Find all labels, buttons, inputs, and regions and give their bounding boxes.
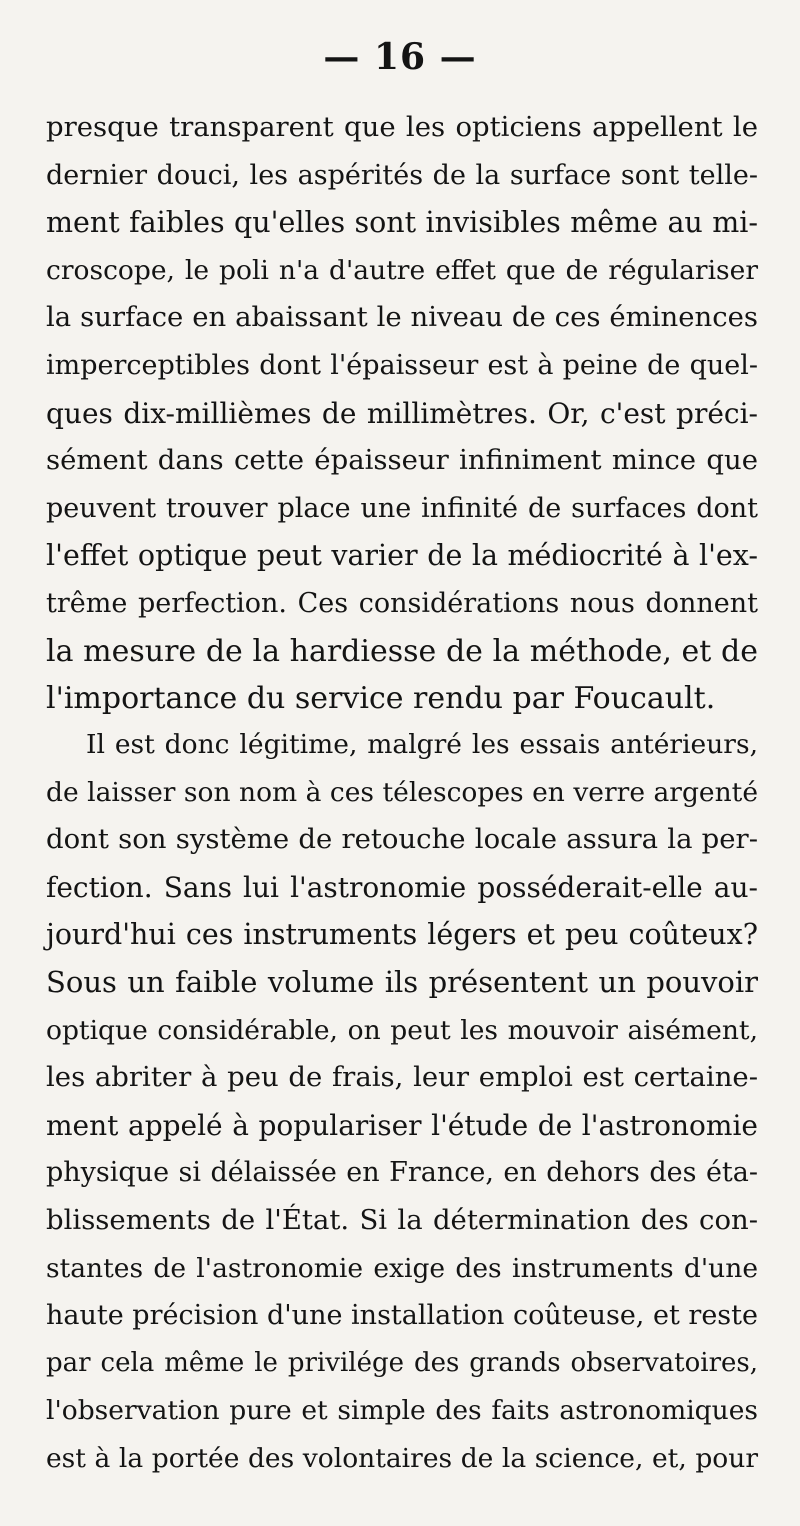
text-line: ques dix-millièmes de millimètres. Or, c'est préci- [46,396,758,430]
page-number: — 16 — [323,36,477,78]
paragraph-2 [46,721,758,1483]
text-line: jourd'hui ces instruments légers et peu coûteux? [46,918,758,952]
text-line: croscope, le poli n'a d'autre effet que de régulariser [46,254,758,286]
text-line: les abriter à peu de frais, leur emploi est certaine- [46,1061,758,1094]
text-line: peuvent trouver place une infinité de surfaces dont [46,492,758,524]
text-line: l'observation pure et simple des faits astronomiques [46,1395,758,1427]
text-line: est à la portée des volontaires de la science, et, pour [46,1442,758,1474]
paragraph-1 [46,104,758,723]
text-line: physique si délaissée en France, en dehors des éta- [46,1157,758,1189]
text-line: la surface en abaissant le niveau de ces éminences [46,301,758,334]
text-line: dernier douci, les aspérités de la surface sont telle- [46,159,758,191]
text-line: Il est donc légitime, malgré les essais antérieurs, [86,729,758,760]
text-line: optique considérable, on peut les mouvoir aisément, [46,1014,758,1046]
text-line: imperceptibles dont l'épaisseur est à peine de quel- [46,349,758,381]
text-line: sément dans cette épaisseur infiniment mince que [46,444,758,477]
text-line: haute précision d'une installation coûteuse, et reste [46,1300,758,1332]
text-line: trême perfection. Ces considérations nous donnent [46,587,758,619]
text-line: ment faibles qu'elles sont invisibles même au mi- [46,206,758,240]
text-line: la mesure de la hardiesse de la méthode, et de [46,633,758,669]
text-line: par cela même le privilége des grands observatoires, [46,1347,758,1378]
text-line: blissements de l'État. Si la détermination des con- [46,1203,758,1236]
text-line: Sous un faible volume ils présentent un pouvoir [46,964,758,999]
text-line: de laisser son nom à ces télescopes en verre argenté [46,776,758,808]
text-line: dont son système de retouche locale assura la per- [46,823,758,856]
text-line: fection. Sans lui l'astronomie posséderait-elle au- [46,870,758,904]
text-line: l'effet optique peut varier de la médiocrité à l'ex- [46,539,758,573]
text-line: stantes de l'astronomie exige des instruments d'une [46,1252,758,1284]
text-line: l'importance du service rendu par Foucault. [46,681,716,717]
text-line: ment appelé à populariser l'étude de l'astronomie [46,1108,758,1142]
text-line: presque transparent que les opticiens appellent le [46,111,758,143]
